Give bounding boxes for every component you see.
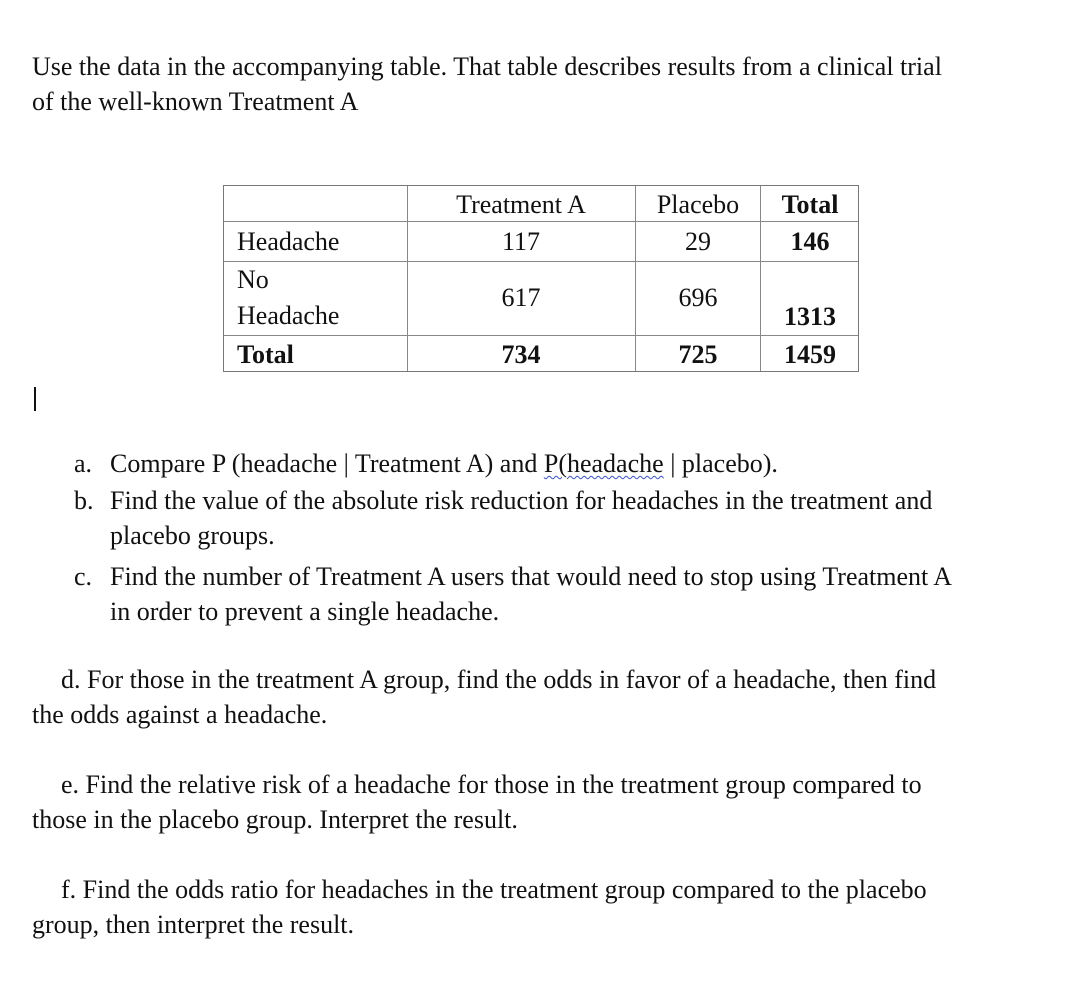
contingency-table — [223, 185, 859, 372]
question-f-line-2: group, then interpret the result. — [32, 910, 355, 939]
question-e-line-1: e. Find the relative risk of a headache for those in the treatment group compared to — [61, 770, 922, 799]
question-b — [74, 483, 932, 553]
table-cell: 1459 — [784, 340, 836, 369]
table-cell: 696 — [678, 283, 718, 312]
table-cell: 1313 — [784, 302, 836, 331]
column-header-total: Total — [781, 190, 839, 219]
intro-paragraph — [32, 49, 942, 119]
question-f-line-1: f. Find the odds ratio for headaches in the treatment group compared to the placebo — [61, 875, 927, 904]
question-a-text-end: | placebo). — [663, 449, 778, 478]
question-a-text: Compare P (headache | Treatment A) and — [110, 449, 544, 478]
column-header-treatment-a: Treatment A — [456, 190, 586, 219]
question-c-line-1: Find the number of Treatment A users that would need to stop using Treatment A — [110, 562, 953, 591]
table-cell: 146 — [790, 227, 830, 256]
row-label-headache: Headache — [237, 227, 340, 256]
row-label-total: Total — [237, 340, 294, 369]
column-header-placebo: Placebo — [656, 190, 740, 219]
question-c — [74, 559, 952, 629]
question-d-line-2: the odds against a headache. — [32, 700, 328, 729]
question-f — [32, 872, 927, 942]
question-c-line-2: in order to prevent a single headache. — [110, 597, 500, 626]
question-b-label: b. — [74, 486, 94, 515]
table-cell: 29 — [685, 227, 711, 256]
intro-line-2: of the well-known Treatment A — [32, 87, 359, 116]
table-divider — [760, 186, 761, 371]
text-cursor — [34, 387, 36, 411]
row-label-headache-2: Headache — [237, 301, 340, 330]
table-divider — [407, 186, 408, 371]
table-divider — [635, 186, 636, 371]
question-a — [74, 446, 778, 481]
table-rule — [224, 261, 858, 262]
intro-line-1: Use the data in the accompanying table. That table describes results from a clinical trial — [32, 52, 942, 81]
question-a-label: a. — [74, 449, 93, 478]
question-c-label: c. — [74, 562, 93, 591]
table-cell: 617 — [501, 283, 541, 312]
table-rule — [224, 335, 858, 336]
spellcheck-flagged-text[interactable]: P(headache — [543, 449, 664, 478]
question-b-line-1: Find the value of the absolute risk reduction for headaches in the treatment and — [110, 486, 933, 515]
table-cell: 734 — [501, 340, 541, 369]
question-d-line-1: d. For those in the treatment A group, find the odds in favor of a headache, then find — [61, 665, 937, 694]
table-cell: 117 — [501, 227, 541, 256]
question-e — [32, 767, 922, 837]
question-e-line-2: those in the placebo group. Interpret the result. — [32, 805, 518, 834]
table-cell: 725 — [678, 340, 718, 369]
row-label-no: No — [237, 265, 269, 294]
question-d — [32, 662, 936, 732]
question-b-line-2: placebo groups. — [110, 521, 275, 550]
